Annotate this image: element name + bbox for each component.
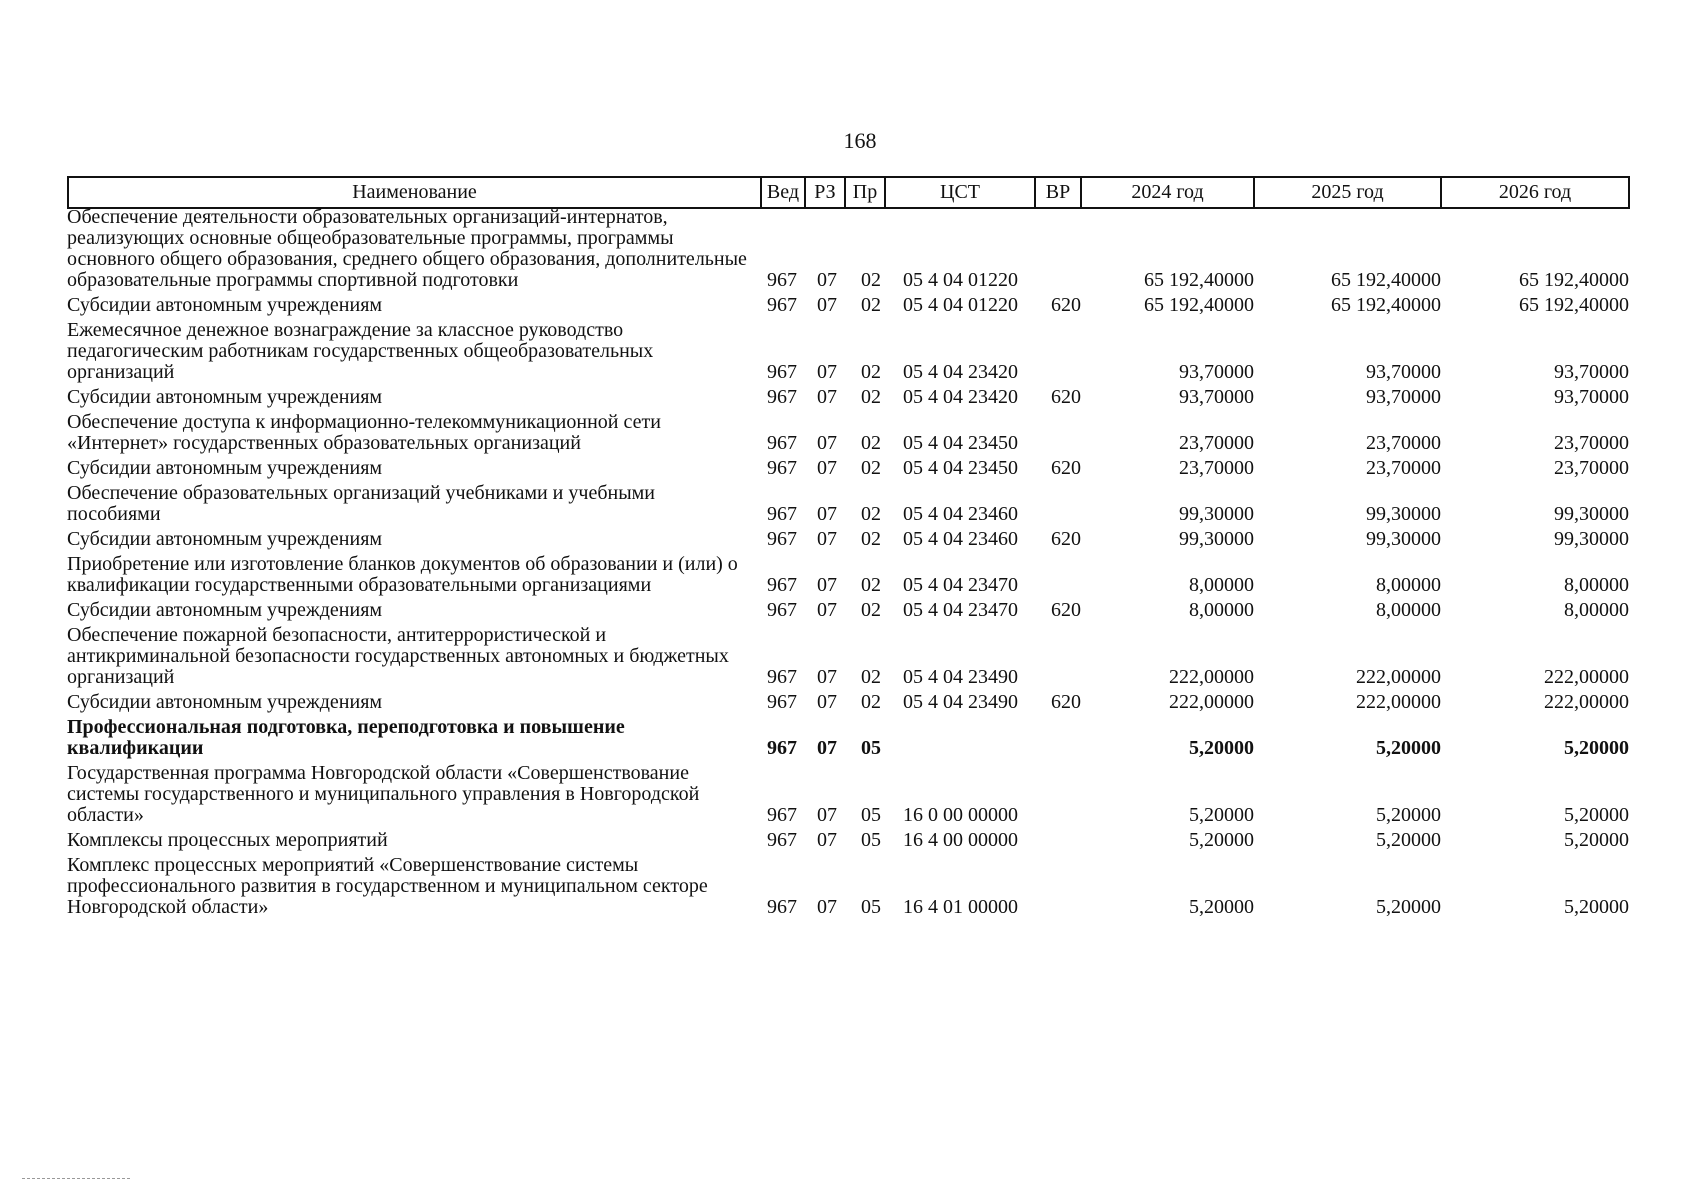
row-name: Субсидии автономным учреждениям bbox=[67, 457, 383, 479]
row-amount-2025: 23,70000 bbox=[1366, 457, 1441, 479]
header-cst: ЦСТ bbox=[885, 177, 1035, 208]
row-ved: 967 bbox=[767, 666, 797, 688]
row-ved: 967 bbox=[767, 528, 797, 550]
row-pr: 02 bbox=[861, 574, 881, 596]
row-cst: 05 4 04 01220 bbox=[903, 269, 1018, 291]
table-row bbox=[67, 763, 1657, 826]
row-amount-2024: 99,30000 bbox=[1179, 528, 1254, 550]
header-vr: ВР bbox=[1035, 177, 1081, 208]
row-name: Государственная программа Новгородской области «Совершенствование системы государственного и муниципального управления в Новгородской области» bbox=[67, 762, 700, 826]
row-ved: 967 bbox=[767, 386, 797, 408]
row-amount-2024: 5,20000 bbox=[1189, 829, 1254, 851]
row-amount-2024: 5,20000 bbox=[1189, 804, 1254, 826]
row-cst: 05 4 04 23490 bbox=[903, 666, 1018, 688]
row-amount-2026: 65 192,40000 bbox=[1519, 294, 1629, 316]
row-amount-2024: 5,20000 bbox=[1189, 737, 1254, 759]
row-amount-2024: 8,00000 bbox=[1189, 599, 1254, 621]
row-name: Субсидии автономным учреждениям bbox=[67, 599, 383, 621]
row-pr: 05 bbox=[861, 829, 881, 851]
page-number: 168 bbox=[843, 128, 877, 153]
row-ved: 967 bbox=[767, 361, 797, 383]
row-amount-2026: 93,70000 bbox=[1554, 361, 1629, 383]
row-rz: 07 bbox=[817, 804, 837, 826]
row-vr: 620 bbox=[1051, 386, 1081, 408]
row-name: Обеспечение деятельности образовательных организаций-интернатов, реализующих основные общеобразовательные программы, программы основного общего образования, среднего общего образования, дополнительные образовательные программы спортивной подготовки bbox=[67, 206, 747, 291]
row-vr: 620 bbox=[1051, 457, 1081, 479]
table-row bbox=[67, 625, 1657, 688]
row-ved: 967 bbox=[767, 432, 797, 454]
row-ved: 967 bbox=[767, 503, 797, 525]
row-vr: 620 bbox=[1051, 691, 1081, 713]
row-amount-2026: 5,20000 bbox=[1564, 804, 1629, 826]
row-amount-2026: 222,00000 bbox=[1544, 666, 1629, 688]
row-rz: 07 bbox=[817, 386, 837, 408]
row-rz: 07 bbox=[817, 528, 837, 550]
row-cst: 05 4 04 23470 bbox=[903, 574, 1018, 596]
row-amount-2025: 5,20000 bbox=[1376, 804, 1441, 826]
row-ved: 967 bbox=[767, 829, 797, 851]
row-amount-2025: 222,00000 bbox=[1356, 691, 1441, 713]
header-2025: 2025 год bbox=[1254, 177, 1441, 208]
row-ved: 967 bbox=[767, 804, 797, 826]
header-2024: 2024 год bbox=[1081, 177, 1254, 208]
row-amount-2024: 99,30000 bbox=[1179, 503, 1254, 525]
row-pr: 02 bbox=[861, 599, 881, 621]
row-amount-2026: 8,00000 bbox=[1564, 599, 1629, 621]
row-cst: 05 4 04 23470 bbox=[903, 599, 1018, 621]
row-ved: 967 bbox=[767, 269, 797, 291]
row-vr: 620 bbox=[1051, 528, 1081, 550]
row-cst: 05 4 04 23420 bbox=[903, 386, 1018, 408]
row-name: Приобретение или изготовление бланков документов об образовании и (или) о квалификации государственными образовательными организациями bbox=[67, 553, 738, 596]
table-row bbox=[67, 412, 1657, 454]
row-name: Ежемесячное денежное вознаграждение за классное руководство педагогическим работникам государственных общеобразовательных организаций bbox=[67, 319, 654, 383]
row-cst: 05 4 04 23490 bbox=[903, 691, 1018, 713]
row-amount-2025: 8,00000 bbox=[1376, 599, 1441, 621]
header-ved: Вед bbox=[761, 177, 805, 208]
row-rz: 07 bbox=[817, 691, 837, 713]
row-amount-2024: 8,00000 bbox=[1189, 574, 1254, 596]
row-cst: 05 4 04 23460 bbox=[903, 503, 1018, 525]
row-rz: 07 bbox=[817, 269, 837, 291]
row-rz: 07 bbox=[817, 294, 837, 316]
header-pr: Пр bbox=[845, 177, 885, 208]
row-cst: 16 0 00 00000 bbox=[903, 804, 1018, 826]
row-cst: 05 4 04 23450 bbox=[903, 432, 1018, 454]
row-pr: 02 bbox=[861, 294, 881, 316]
row-amount-2025: 5,20000 bbox=[1376, 737, 1441, 759]
table-row bbox=[67, 295, 1657, 316]
row-cst: 05 4 04 23420 bbox=[903, 361, 1018, 383]
row-rz: 07 bbox=[817, 457, 837, 479]
row-pr: 02 bbox=[861, 269, 881, 291]
row-amount-2026: 8,00000 bbox=[1564, 574, 1629, 596]
header-name: Наименование bbox=[68, 177, 761, 208]
row-pr: 02 bbox=[861, 503, 881, 525]
row-rz: 07 bbox=[817, 737, 837, 759]
row-amount-2026: 222,00000 bbox=[1544, 691, 1629, 713]
row-pr: 02 bbox=[861, 432, 881, 454]
table-row bbox=[67, 387, 1657, 408]
row-rz: 07 bbox=[817, 829, 837, 851]
row-amount-2025: 23,70000 bbox=[1366, 432, 1441, 454]
row-cst: 16 4 01 00000 bbox=[903, 896, 1018, 918]
row-amount-2024: 23,70000 bbox=[1179, 457, 1254, 479]
table-row bbox=[67, 483, 1657, 525]
scan-artifact-line bbox=[22, 1178, 132, 1179]
table-row bbox=[67, 320, 1657, 383]
table-header bbox=[67, 176, 1630, 209]
row-amount-2025: 93,70000 bbox=[1366, 386, 1441, 408]
row-pr: 02 bbox=[861, 528, 881, 550]
row-amount-2024: 65 192,40000 bbox=[1144, 294, 1254, 316]
row-amount-2026: 93,70000 bbox=[1554, 386, 1629, 408]
row-pr: 05 bbox=[861, 804, 881, 826]
row-amount-2025: 99,30000 bbox=[1366, 503, 1441, 525]
row-name: Обеспечение доступа к информационно-телекоммуникационной сети «Интернет» государственных образовательных организаций bbox=[67, 411, 661, 454]
row-name: Комплексы процессных мероприятий bbox=[67, 829, 388, 851]
table-row bbox=[67, 830, 1657, 851]
row-amount-2024: 65 192,40000 bbox=[1144, 269, 1254, 291]
header-rz: РЗ bbox=[805, 177, 845, 208]
table-row bbox=[67, 458, 1657, 479]
row-pr: 02 bbox=[861, 457, 881, 479]
row-ved: 967 bbox=[767, 737, 797, 759]
row-name: Субсидии автономным учреждениям bbox=[67, 528, 383, 550]
row-amount-2026: 65 192,40000 bbox=[1519, 269, 1629, 291]
header-2026: 2026 год bbox=[1441, 177, 1629, 208]
row-cst: 16 4 00 00000 bbox=[903, 829, 1018, 851]
row-amount-2024: 5,20000 bbox=[1189, 896, 1254, 918]
row-pr: 05 bbox=[861, 896, 881, 918]
row-cst: 05 4 04 01220 bbox=[903, 294, 1018, 316]
row-pr: 05 bbox=[861, 737, 881, 759]
row-ved: 967 bbox=[767, 896, 797, 918]
row-rz: 07 bbox=[817, 599, 837, 621]
row-amount-2026: 5,20000 bbox=[1564, 737, 1629, 759]
row-amount-2025: 222,00000 bbox=[1356, 666, 1441, 688]
row-ved: 967 bbox=[767, 691, 797, 713]
row-amount-2025: 5,20000 bbox=[1376, 829, 1441, 851]
row-rz: 07 bbox=[817, 574, 837, 596]
row-amount-2025: 65 192,40000 bbox=[1331, 269, 1441, 291]
row-amount-2025: 65 192,40000 bbox=[1331, 294, 1441, 316]
row-cst: 05 4 04 23450 bbox=[903, 457, 1018, 479]
row-name: Субсидии автономным учреждениям bbox=[67, 691, 383, 713]
row-amount-2024: 93,70000 bbox=[1179, 361, 1254, 383]
row-amount-2026: 23,70000 bbox=[1554, 457, 1629, 479]
row-amount-2026: 5,20000 bbox=[1564, 829, 1629, 851]
row-ved: 967 bbox=[767, 294, 797, 316]
table-body bbox=[67, 207, 1657, 922]
row-pr: 02 bbox=[861, 361, 881, 383]
row-amount-2024: 222,00000 bbox=[1169, 666, 1254, 688]
row-name: Профессиональная подготовка, переподготовка и повышение квалификации bbox=[67, 716, 625, 759]
row-rz: 07 bbox=[817, 361, 837, 383]
row-cst: 05 4 04 23460 bbox=[903, 528, 1018, 550]
row-vr: 620 bbox=[1051, 599, 1081, 621]
row-amount-2026: 23,70000 bbox=[1554, 432, 1629, 454]
row-name: Комплекс процессных мероприятий «Совершенствование системы профессионального развития в государственном и муниципальном секторе Новгородской области» bbox=[67, 854, 708, 918]
row-amount-2026: 99,30000 bbox=[1554, 528, 1629, 550]
row-amount-2025: 99,30000 bbox=[1366, 528, 1441, 550]
table-row bbox=[67, 529, 1657, 550]
row-pr: 02 bbox=[861, 666, 881, 688]
row-amount-2026: 5,20000 bbox=[1564, 896, 1629, 918]
row-ved: 967 bbox=[767, 457, 797, 479]
table-row bbox=[67, 600, 1657, 621]
table-row bbox=[67, 692, 1657, 713]
row-ved: 967 bbox=[767, 574, 797, 596]
row-pr: 02 bbox=[861, 386, 881, 408]
row-ved: 967 bbox=[767, 599, 797, 621]
row-amount-2024: 23,70000 bbox=[1179, 432, 1254, 454]
row-name: Обеспечение образовательных организаций учебниками и учебными пособиями bbox=[67, 482, 655, 525]
row-vr: 620 bbox=[1051, 294, 1081, 316]
row-name: Субсидии автономным учреждениям bbox=[67, 294, 383, 316]
row-amount-2024: 222,00000 bbox=[1169, 691, 1254, 713]
row-name: Субсидии автономным учреждениям bbox=[67, 386, 383, 408]
table-row bbox=[67, 717, 1657, 759]
row-amount-2025: 5,20000 bbox=[1376, 896, 1441, 918]
row-amount-2025: 93,70000 bbox=[1366, 361, 1441, 383]
row-amount-2025: 8,00000 bbox=[1376, 574, 1441, 596]
row-rz: 07 bbox=[817, 666, 837, 688]
row-rz: 07 bbox=[817, 432, 837, 454]
row-amount-2024: 93,70000 bbox=[1179, 386, 1254, 408]
row-pr: 02 bbox=[861, 691, 881, 713]
row-rz: 07 bbox=[817, 896, 837, 918]
row-name: Обеспечение пожарной безопасности, антитеррористической и антикриминальной безопасности государственных автономных и бюджетных организаций bbox=[67, 624, 729, 688]
table-row bbox=[67, 554, 1657, 596]
row-amount-2026: 99,30000 bbox=[1554, 503, 1629, 525]
row-rz: 07 bbox=[817, 503, 837, 525]
table-row bbox=[67, 207, 1657, 291]
table-row bbox=[67, 855, 1657, 918]
